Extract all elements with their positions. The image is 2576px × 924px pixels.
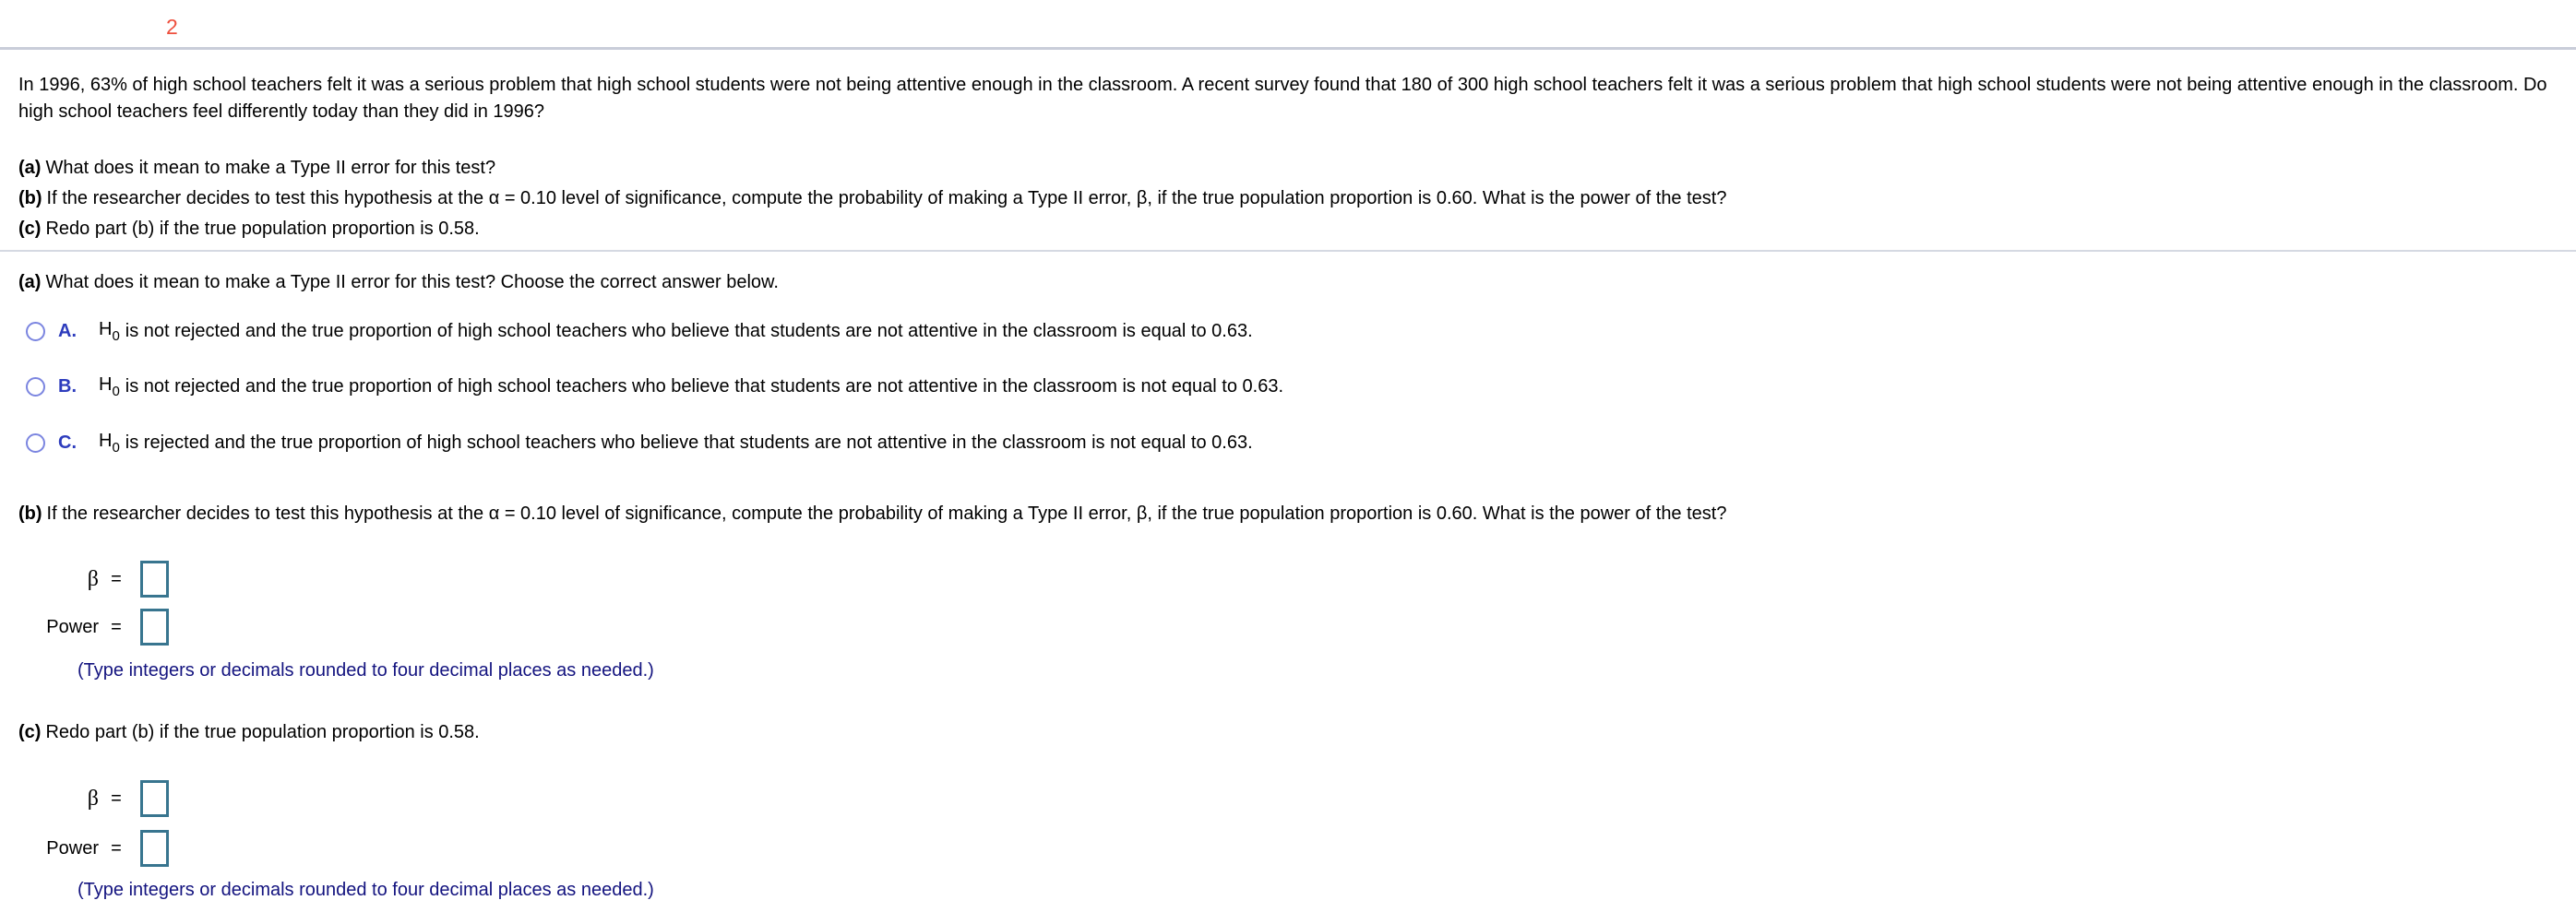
choice-a-text: is not rejected and the true proportion of high school teachers who believe that students are not attentive in the classroom is equal to 0.63. [125, 320, 1253, 341]
beta-label: β [87, 566, 99, 591]
section-a-prompt-text: What does it mean to make a Type II error for this test? Choose the correct answer below. [45, 272, 779, 292]
beta-label: β [87, 786, 99, 811]
part-a-label: (a) [18, 158, 42, 178]
equals-sign: = [111, 837, 122, 859]
choice-row-c [26, 430, 1253, 456]
choice-b-text: is not rejected and the true proportion of high school teachers who believe that students are not attentive in the classroom is not equal to 0.63. [125, 375, 1284, 397]
section-b-power-row [18, 609, 169, 646]
section-a-prompt-label: (a) [18, 272, 42, 292]
choice-c-hypothesis-term [99, 431, 120, 456]
problem-parts-list [18, 153, 2565, 244]
choice-c-letter: C. [58, 432, 77, 453]
part-a-text: What does it mean to make a Type II error for this test? [45, 158, 496, 178]
power-label: Power [46, 616, 99, 637]
section-a-prompt [18, 272, 2565, 293]
choice-a-h-subscript: 0 [112, 327, 120, 344]
equals-sign: = [111, 568, 122, 589]
section-c-beta-input[interactable] [140, 780, 169, 817]
part-c-label: (c) [18, 219, 42, 239]
choice-a-h: H [99, 318, 113, 339]
section-b-rounding-note: (Type integers or decimals rounded to four decimal places as needed.) [78, 660, 654, 681]
choice-c-text: is rejected and the true proportion of high school teachers who believe that students are not attentive in the classroom is not equal to 0.63. [125, 432, 1253, 453]
radio-button-choice-a[interactable] [26, 322, 45, 341]
problem-part-a [18, 153, 2565, 184]
section-b-prompt [18, 503, 2565, 525]
choice-b-h-subscript: 0 [112, 383, 120, 399]
part-b-label: (b) [18, 188, 42, 208]
radio-button-choice-c[interactable] [26, 433, 45, 453]
section-c-prompt [18, 722, 2565, 743]
section-b-beta-input[interactable] [140, 561, 169, 598]
header-divider [0, 47, 2576, 50]
power-label: Power [46, 837, 99, 859]
part-b-text: If the researcher decides to test this hypothesis at the α = 0.10 level of significance, compute the probability of making a Type II error, β, if the true population proportion is 0.60. What is the power of the test? [46, 188, 1727, 208]
section-c-power-row [18, 830, 169, 867]
choice-a-hypothesis-term [99, 319, 120, 344]
problem-part-c [18, 214, 2565, 244]
equals-sign: = [111, 788, 122, 809]
choice-c-h-subscript: 0 [112, 439, 120, 456]
section-divider [0, 250, 2576, 252]
radio-button-choice-b[interactable] [26, 377, 45, 397]
choice-c-h: H [99, 430, 113, 451]
section-b-power-input[interactable] [140, 609, 169, 646]
section-b-prompt-text: If the researcher decides to test this hypothesis at the α = 0.10 level of significance, compute the probability of making a Type II error, β, if the true population proportion is 0.60. What is the power of the test? [46, 503, 1727, 524]
equals-sign: = [111, 616, 122, 637]
problem-part-b [18, 184, 2565, 214]
choice-b-letter: B. [58, 375, 77, 397]
problem-statement: In 1996, 63% of high school teachers felt it was a serious problem that high school students were not being attentive enough in the classroom. A recent survey found that 180 of 300 high school teachers felt it was a serious problem that high school students were not being attentive enough in the classroom. Do high school teachers feel differently today than they did in 1996? [18, 75, 2547, 122]
section-c-rounding-note: (Type integers or decimals rounded to four decimal places as needed.) [78, 880, 654, 900]
part-c-text: Redo part (b) if the true population proportion is 0.58. [45, 219, 480, 239]
choice-a-letter: A. [58, 320, 77, 341]
problem-number: 2 [166, 15, 178, 39]
choice-row-a [26, 318, 1253, 344]
section-c-power-input[interactable] [140, 830, 169, 867]
section-c-prompt-text: Redo part (b) if the true population proportion is 0.58. [45, 722, 480, 742]
choice-b-h: H [99, 373, 113, 395]
section-b-beta-row [18, 561, 169, 598]
choice-row-b [26, 373, 1283, 399]
section-c-prompt-label: (c) [18, 722, 42, 742]
section-b-prompt-label: (b) [18, 503, 42, 524]
choice-b-hypothesis-term [99, 374, 120, 399]
section-c-beta-row [18, 780, 169, 817]
